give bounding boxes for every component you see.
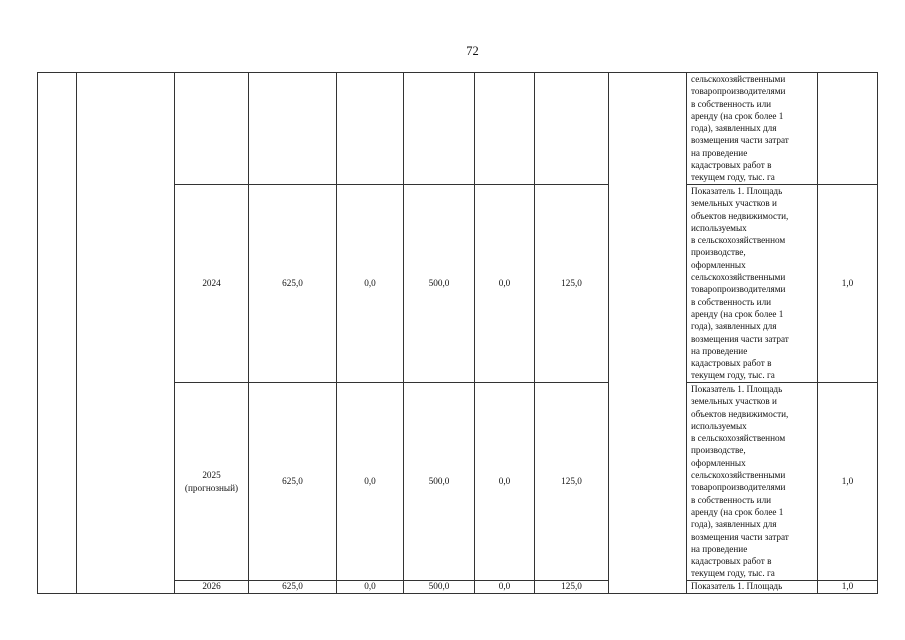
cell-c4: 125,0 [535, 383, 609, 581]
cell-total [249, 73, 337, 185]
cell-value: 1,0 [818, 185, 878, 383]
cell-c3 [475, 73, 535, 185]
cell-executor [609, 73, 687, 594]
page-number: 72 [466, 44, 479, 58]
cell-year: 2026 [175, 581, 249, 594]
cell-c4: 125,0 [535, 185, 609, 383]
cell-total: 625,0 [249, 383, 337, 581]
indicator-text: сельскохозяйственными товаропроизводителями в собственность или аренду (на срок более 1 года), заявленных для возмещения части затрат на проведение кадастровых работ в текущем году, тыс. га [691, 74, 789, 183]
cell-c4 [535, 73, 609, 185]
cell-indicator [687, 383, 818, 581]
cell-c4: 125,0 [535, 581, 609, 594]
indicator-text: Показатель 1. Площадь [691, 581, 783, 591]
cell-c1: 0,0 [337, 581, 404, 594]
cell-c2: 500,0 [404, 581, 475, 594]
table-row-continuation [38, 73, 878, 185]
cell-value: 1,0 [818, 383, 878, 581]
cell-indicator [687, 185, 818, 383]
cell-c3: 0,0 [475, 185, 535, 383]
cell-indicator [687, 73, 818, 185]
cell-number [38, 73, 77, 594]
cell-total: 625,0 [249, 581, 337, 594]
cell-c3: 0,0 [475, 581, 535, 594]
cell-c2: 500,0 [404, 383, 475, 581]
indicator-text: Показатель 1. Площадь земельных участков и объектов недвижимости, используемых в сельскохозяйственном производстве, оформленных сельскохозяйственными товаропроизводителями в собственность или аренду (на срок более 1 года), заявленных для возмещения части затрат на проведение кадастровых работ в текущем году, тыс. га [691, 186, 789, 381]
cell-value: 1,0 [818, 581, 878, 594]
cell-c1 [337, 73, 404, 185]
cell-year: 2024 [175, 185, 249, 383]
cell-c1: 0,0 [337, 383, 404, 581]
cell-c1: 0,0 [337, 185, 404, 383]
cell-c2: 500,0 [404, 185, 475, 383]
cell-total: 625,0 [249, 185, 337, 383]
cell-c3: 0,0 [475, 383, 535, 581]
cell-year [175, 73, 249, 185]
cell-year: 2025 (прогнозный) [175, 383, 249, 581]
cell-name [77, 73, 175, 594]
budget-table [37, 72, 878, 594]
indicator-text: Показатель 1. Площадь земельных участков и объектов недвижимости, используемых в сельскохозяйственном производстве, оформленных сельскохозяйственными товаропроизводителями в собственность или аренду (на срок более 1 года), заявленных для возмещения части затрат на проведение кадастровых работ в текущем году, тыс. га [691, 384, 789, 579]
cell-c2 [404, 73, 475, 185]
cell-indicator [687, 581, 818, 594]
cell-value [818, 73, 878, 185]
